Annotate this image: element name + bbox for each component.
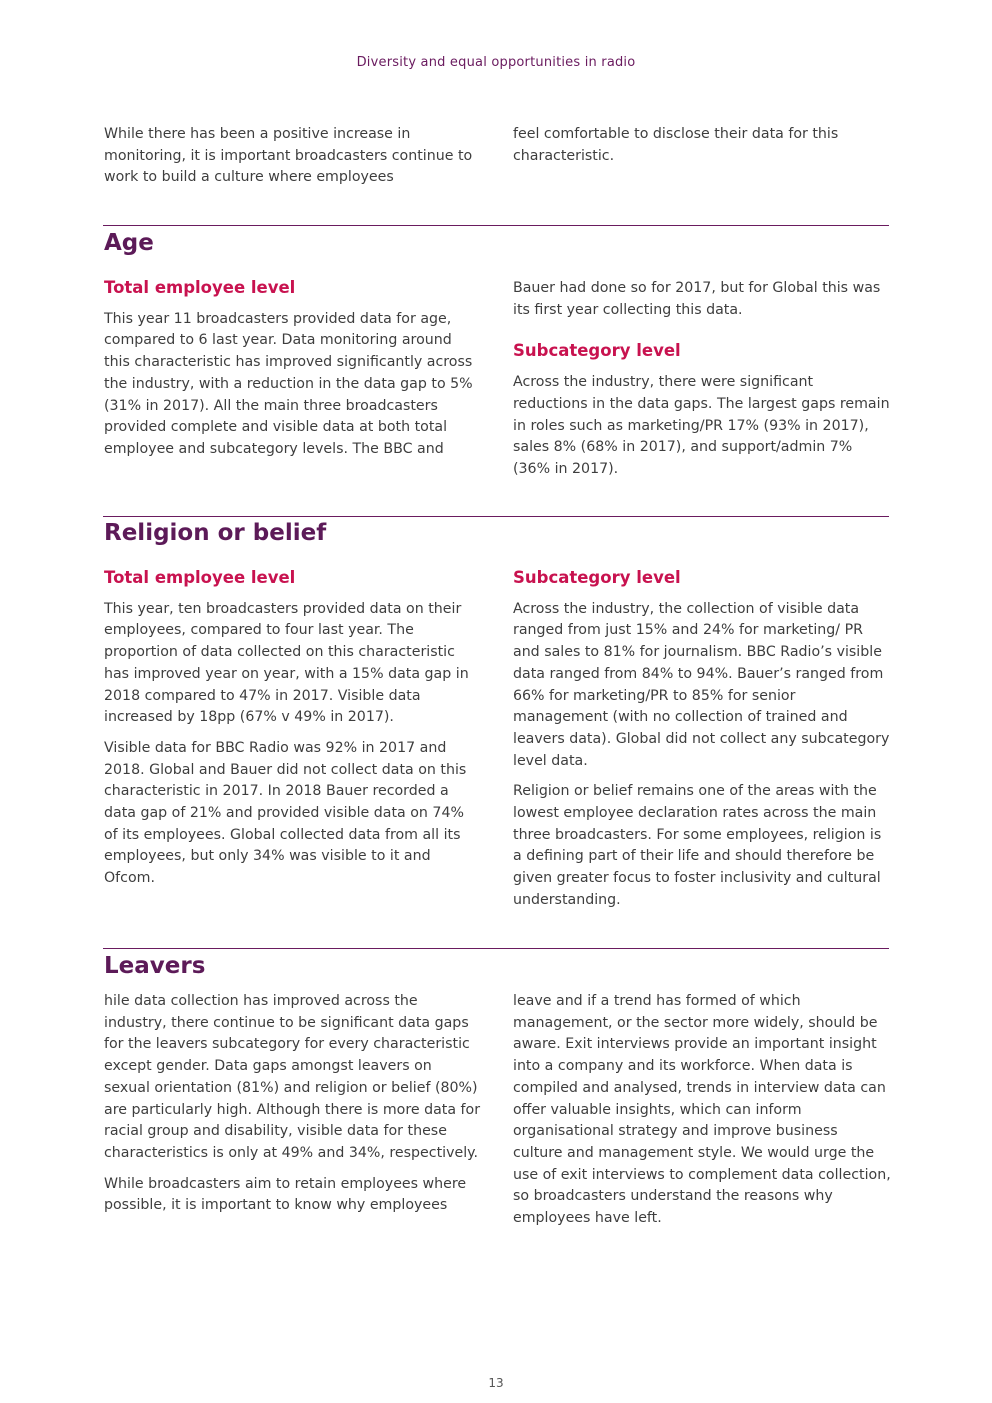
religion-total-heading: Total employee level [104,568,296,587]
section-heading-leavers: Leavers [104,953,206,979]
age-subcategory-heading: Subcategory level [513,341,681,361]
section-heading-religion: Religion or belief [104,520,327,546]
age-continued-paragraph: Bauer had done so for 2017, but for Global this was its first year collecting this data. [513,280,881,318]
leavers-left-column [104,991,482,1226]
intro-paragraph-right: feel comfortable to disclose their data for this characteristic. [513,126,839,164]
page-number: 13 [488,1376,504,1390]
section-divider-age [103,225,889,226]
leavers-right-column [513,991,891,1239]
religion-total-paragraph-1: This year, ten broadcasters provided data on their employees, compared to four last year. The proportion of data collected on this characteristic has improved year on year, with a 15% data gap in 2018 compared to 47% in 2017. Visible data increased by 18pp (67% v 49% in 2017). [104,600,469,726]
age-total-heading: Total employee level [104,278,296,297]
religion-right-column [513,567,891,921]
religion-left-column [104,567,482,899]
running-header: Diversity and equal opportunities in radio [356,55,636,70]
intro-right-column [513,124,891,176]
religion-subcategory-paragraph-2: Religion or belief remains one of the areas with the lowest employee declaration rates across the main three broadcasters. For some employees, religion is a defining part of their life and should therefore be given greater focus to foster inclusivity and cultural understanding. [513,783,882,908]
age-subcategory-paragraph: Across the industry, there were significant reductions in the data gaps. The largest gaps remain in roles such as marketing/PR 17% (93% in 2017), sales 8% (68% in 2017), and support/admin 7% (36% in 2017). [513,374,890,477]
age-total-paragraph: This year 11 broadcasters provided data for age, compared to 6 last year. Data monitoring around this characteristic has improved significantly across the industry, with a reduction in the data gap to 5% (31% in 2017). All the main three broadcasters provided complete and visible data at both total employee and subcategory levels. The BBC and [104,310,473,457]
section-divider-leavers [103,948,889,949]
leavers-paragraph-3: leave and if a trend has formed of which management, or the sector more widely, should be aware. Exit interviews provide an important insight into a company and its workforce. When data is compiled and analysed, trends in interview data can offer valuable insights, which can inform organisational strategy and improve business culture and management style. We would urge the use of exit interviews to complement data collection, so broadcasters understand the reasons why employees have left. [513,993,891,1227]
religion-subcategory-paragraph-1: Across the industry, the collection of visible data ranged from just 15% and 24% for marketing/ PR and sales to 81% for journalism. BBC Radio’s visible data ranged from 84% to 94%. Bauer’s ranged from 66% for marketing/PR to 85% for senior management (with no collection of trained and leavers data). Global did not collect any subcategory level data. [513,600,890,769]
religion-subcategory-heading: Subcategory level [513,568,681,587]
age-right-column [513,278,891,490]
intro-left-column [104,124,482,198]
religion-total-paragraph-2: Visible data for BBC Radio was 92% in 2017 and 2018. Global and Bauer did not collect data on this characteristic in 2017. In 2018 Bauer recorded a data gap of 21% and provided visible data on 74% of its employees. Global collected data from all its employees, but only 34% was visible to it and Ofcom. [104,739,467,887]
leavers-paragraph-1: hile data collection has improved across the industry, there continue to be significant data gaps for the leavers subcategory for every characteristic except gender. Data gaps amongst leavers on sexual orientation (81%) and religion or belief (80%) are particularly high. Although there is more data for racial group and disability, visible data for these characteristics is only at 49% and 34%, respectively. [104,993,481,1161]
section-heading-age: Age [104,230,154,256]
section-divider-religion [103,516,889,517]
intro-paragraph-left: While there has been a positive increase in monitoring, it is important broadcasters continue to work to build a culture where employees [104,126,473,186]
leavers-paragraph-2: While broadcasters aim to retain employees where possible, it is important to know why employees [104,1175,467,1214]
age-left-column [104,277,482,470]
